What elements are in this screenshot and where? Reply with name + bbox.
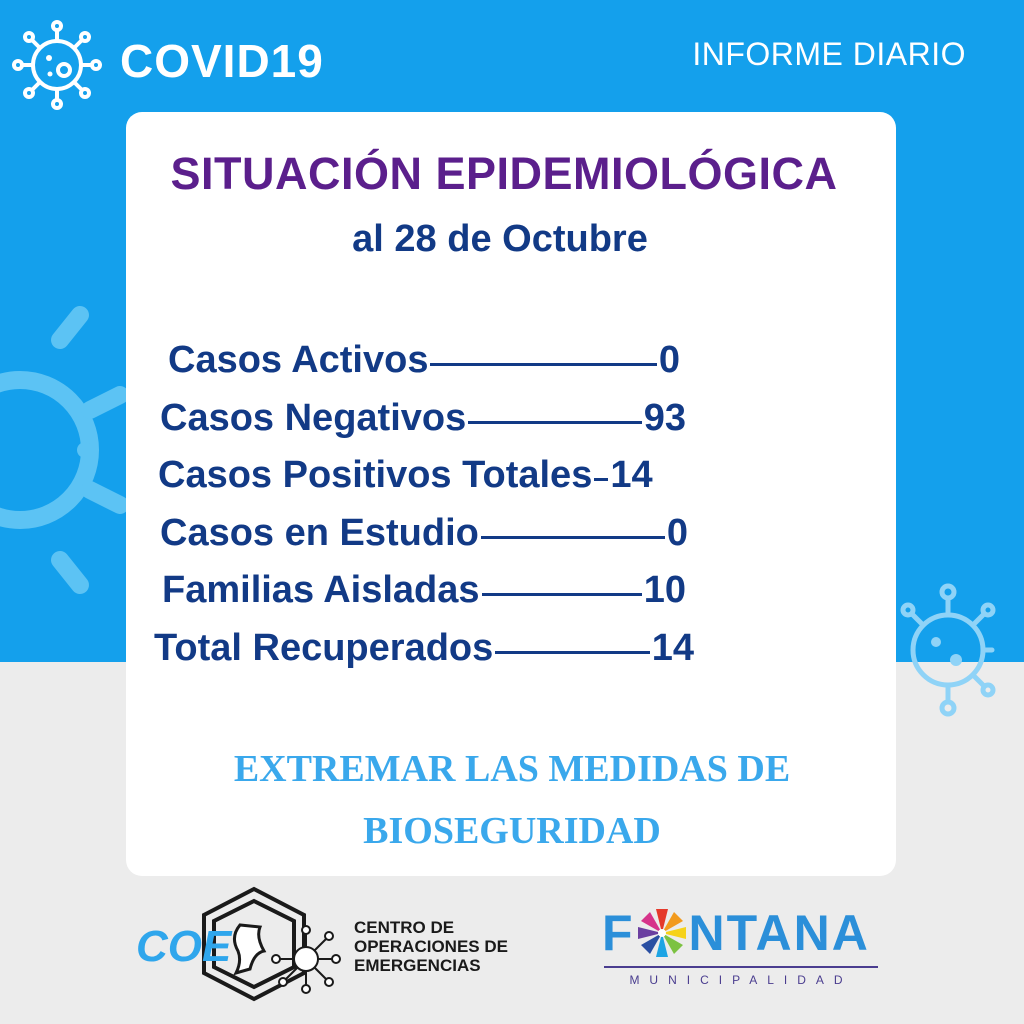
report-label: INFORME DIARIO (692, 36, 966, 72)
background-virus-icon (0, 300, 130, 600)
stat-value: 10 (643, 569, 686, 611)
fontana-suffix: NTANA (688, 905, 870, 961)
coe-logo (136, 885, 346, 1005)
fontana-subtitle: MUNICIPALIDAD (629, 973, 853, 987)
stat-value: 0 (666, 511, 688, 554)
coe-logo-text: COE (136, 922, 232, 971)
coe-line-1: CENTRO DE (354, 918, 455, 937)
stat-row (150, 332, 680, 390)
network-icon (272, 926, 340, 993)
stat-row (150, 505, 688, 563)
stat-label: Casos Activos (168, 339, 429, 381)
card-title: SITUACIÓN EPIDEMIOLÓGICA (170, 148, 838, 199)
stat-label: Casos en Estudio (160, 511, 479, 554)
fontana-flower-icon (637, 908, 687, 958)
stat-value: 14 (610, 454, 653, 496)
report-date: al 28 de Octubre (352, 218, 648, 260)
stat-label: Casos Positivos Totales (158, 454, 593, 496)
stat-row (150, 620, 694, 678)
header-title: COVID19 (120, 35, 324, 87)
stat-row (150, 562, 686, 620)
stat-label: Casos Negativos (160, 396, 467, 439)
stat-dotted-line (482, 593, 642, 596)
stats-list (150, 332, 710, 677)
stat-value: 0 (658, 339, 680, 381)
fontana-logo (602, 904, 870, 962)
fontana-prefix: F (602, 905, 635, 961)
coe-name (354, 918, 508, 975)
map-outline-icon (234, 925, 264, 973)
stat-row (150, 447, 688, 505)
coe-line-3: EMERGENCIAS (354, 956, 481, 975)
warning-line-1: EXTREMAR LAS MEDIDAS DE (233, 748, 791, 790)
stat-value: 14 (651, 626, 694, 669)
stat-dotted-line (430, 363, 656, 366)
biosafety-warning (0, 738, 1024, 862)
stat-dotted-line (468, 421, 641, 424)
stat-dotted-line (594, 478, 608, 481)
stat-dotted-line (495, 651, 649, 654)
stat-value: 93 (643, 396, 686, 439)
stat-label: Total Recuperados (154, 626, 494, 669)
fontana-divider (604, 966, 878, 968)
stat-row (150, 390, 686, 448)
stat-label: Familias Aisladas (162, 569, 480, 611)
warning-line-2: BIOSEGURIDAD (363, 810, 661, 852)
stat-dotted-line (481, 536, 665, 539)
background-virus-icon-small (890, 580, 1000, 720)
coe-line-2: OPERACIONES DE (354, 937, 508, 956)
virus-icon (12, 20, 102, 110)
